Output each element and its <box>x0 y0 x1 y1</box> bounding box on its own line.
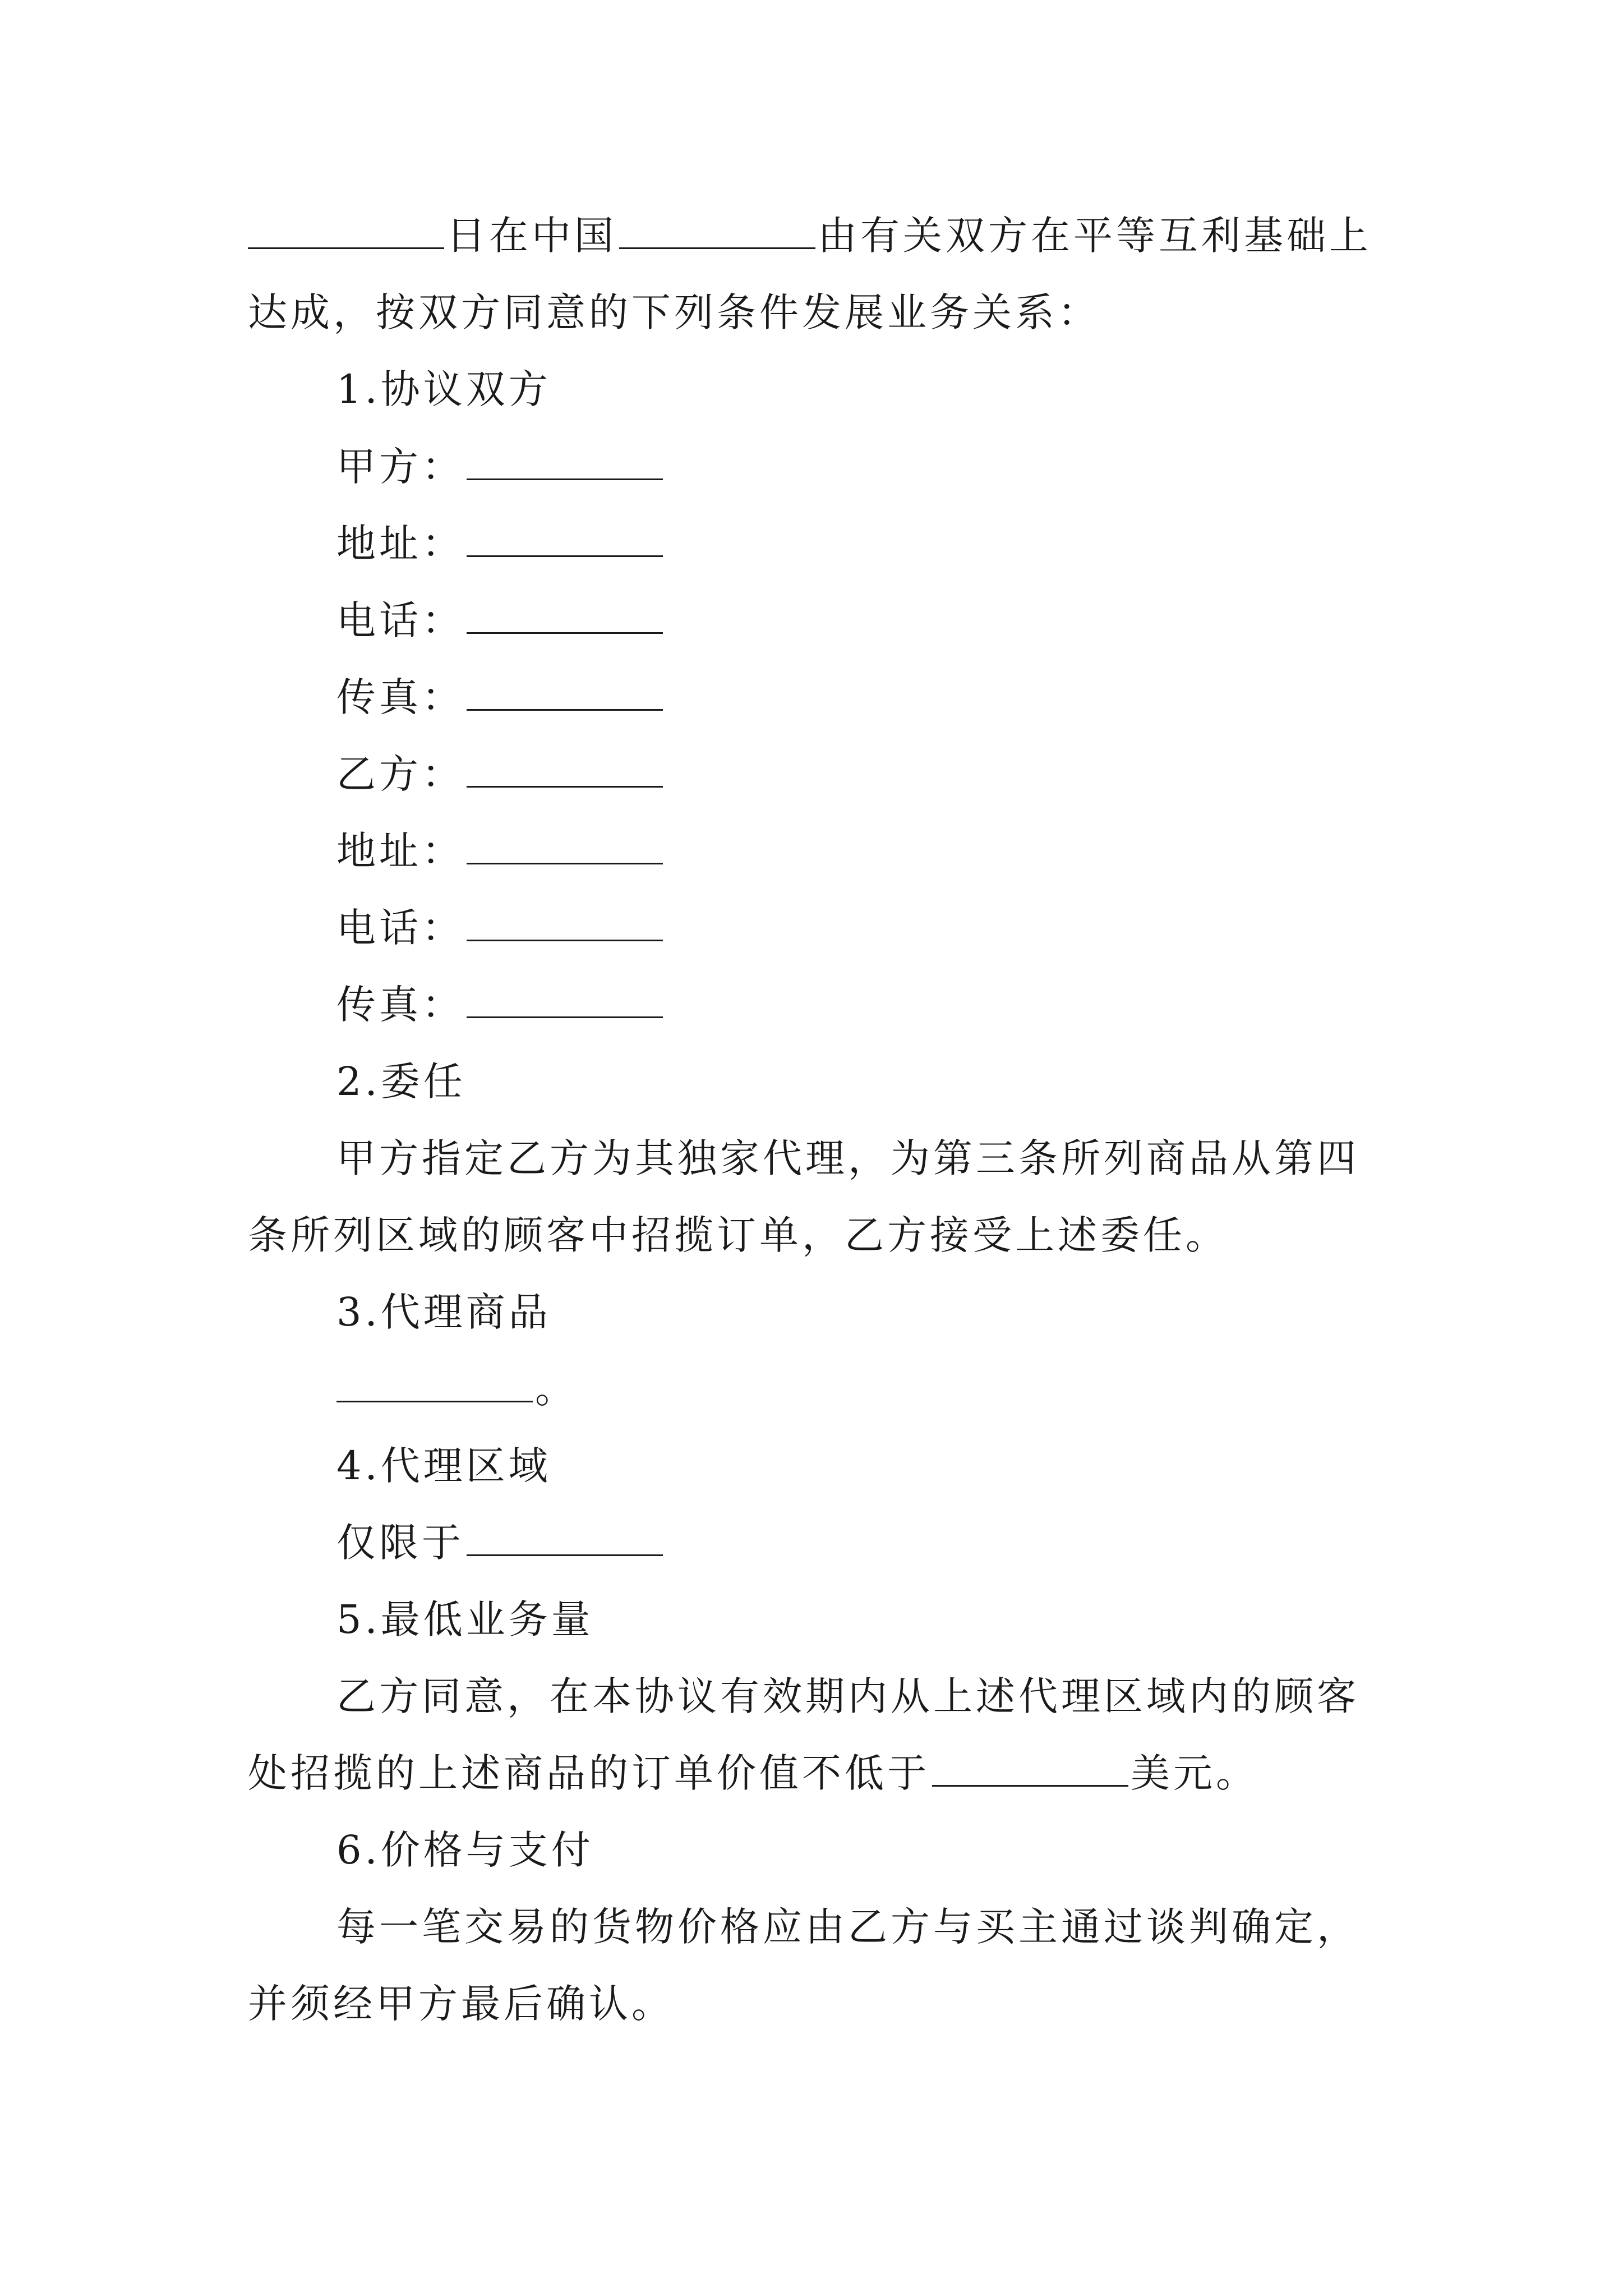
party-b-fax-row <box>336 981 1481 1028</box>
party-b-address-blank <box>467 828 663 864</box>
goods-row <box>336 1365 1481 1412</box>
party-a-blank <box>467 444 663 480</box>
party-b-phone-label: 电话： <box>336 905 464 951</box>
intro-text-2: 由有关双方在平等互利基础上 <box>818 213 1372 259</box>
party-b-phone-blank <box>467 905 663 941</box>
section-6-line-1: 每一笔交易的货物价格应由乙方与买主通过谈判确定， <box>336 1904 1359 1950</box>
party-a-fax-label: 传真： <box>336 674 464 720</box>
party-a-address-blank <box>467 521 663 557</box>
party-a-row <box>336 443 1481 490</box>
party-b-blank <box>467 751 663 788</box>
section-2-line-1: 甲方指定乙方为其独家代理，为第三条所列商品从第四 <box>336 1135 1359 1181</box>
intro-text-1: 日在中国 <box>446 213 617 259</box>
party-b-label: 乙方： <box>336 751 464 797</box>
section-2-heading: 2.委任 <box>336 1059 466 1105</box>
section-1-heading: 1.协议双方 <box>336 366 551 412</box>
party-b-address-label: 地址： <box>336 828 464 874</box>
party-a-phone-label: 电话： <box>336 597 464 643</box>
party-a-label: 甲方： <box>336 444 464 490</box>
party-a-address-row <box>336 520 1481 567</box>
territory-blank <box>467 1520 663 1556</box>
party-b-fax-label: 传真： <box>336 982 464 1028</box>
party-b-phone-row <box>336 904 1481 951</box>
section-5-line-2 <box>248 1750 1392 1797</box>
date-blank <box>248 213 444 249</box>
party-a-fax-blank <box>467 674 663 711</box>
section-6-heading: 6.价格与支付 <box>336 1827 594 1873</box>
intro-line-2: 达成，按双方同意的下列条件发展业务关系： <box>248 289 1100 335</box>
intro-line-1 <box>248 212 1392 259</box>
party-a-phone-blank <box>467 597 663 634</box>
section-2-line-2: 条所列区域的顾客中招揽订单，乙方接受上述委任。 <box>248 1212 1228 1258</box>
location-blank <box>619 213 815 249</box>
section-6-line-2: 并须经甲方最后确认。 <box>248 1981 674 2027</box>
party-b-row <box>336 751 1481 798</box>
min-volume-prefix: 处招揽的上述商品的订单价值不低于 <box>248 1750 930 1796</box>
party-a-fax-row <box>336 674 1481 721</box>
party-a-phone-row <box>336 597 1481 644</box>
goods-suffix: 。 <box>535 1366 578 1412</box>
party-a-address-label: 地址： <box>336 521 464 567</box>
territory-row <box>336 1519 1481 1566</box>
section-3-heading: 3.代理商品 <box>336 1289 551 1335</box>
goods-blank <box>336 1366 533 1402</box>
party-b-address-row <box>336 827 1481 875</box>
section-5-heading: 5.最低业务量 <box>336 1596 594 1642</box>
min-volume-blank <box>932 1750 1128 1787</box>
territory-prefix: 仅限于 <box>336 1520 464 1566</box>
min-volume-suffix: 美元。 <box>1131 1750 1258 1796</box>
section-5-line-1: 乙方同意，在本协议有效期内从上述代理区域内的顾客 <box>336 1673 1359 1719</box>
party-b-fax-blank <box>467 982 663 1018</box>
section-4-heading: 4.代理区域 <box>336 1443 551 1489</box>
